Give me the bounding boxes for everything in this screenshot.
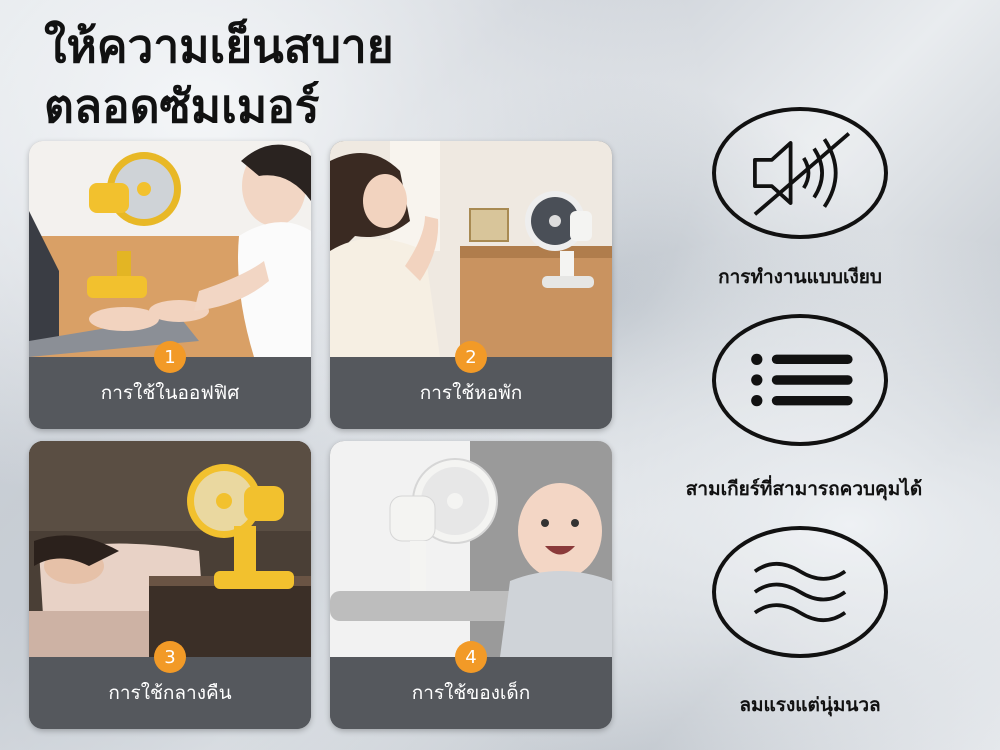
usage-label: การใช้ในออฟฟิศ: [29, 357, 311, 429]
usage-card-baby: [330, 441, 612, 729]
usage-label: การใช้กลางคืน: [29, 657, 311, 729]
dorm-photo: [330, 141, 612, 357]
usage-label: การใช้ของเด็ก: [330, 657, 612, 729]
baby-photo: [330, 441, 612, 657]
usage-card-office: [29, 141, 311, 429]
night-photo: [29, 441, 311, 657]
feature-label-quiet: การทำงานแบบเงียบ: [718, 266, 882, 288]
headline: [44, 16, 394, 136]
step-badge: 4: [455, 641, 487, 673]
headline-line-2: ตลอดซัมเมอร์: [44, 79, 320, 133]
list-icon: [712, 314, 888, 446]
usage-label: การใช้หอพัก: [330, 357, 612, 429]
feature-label-wind: ลมแรงแต่นุ่มนวล: [739, 694, 881, 716]
headline-line-1: ให้ความเย็นสบาย: [44, 19, 394, 73]
mute-speaker-icon: [712, 107, 888, 239]
step-badge: 1: [154, 341, 186, 373]
usage-card-dorm: [330, 141, 612, 429]
feature-label-gears: สามเกียร์ที่สามารถควบคุมได้: [685, 478, 923, 500]
step-badge: 3: [154, 641, 186, 673]
usage-card-night: [29, 441, 311, 729]
office-photo: [29, 141, 311, 357]
step-badge: 2: [455, 341, 487, 373]
wind-waves-icon: [712, 526, 888, 658]
